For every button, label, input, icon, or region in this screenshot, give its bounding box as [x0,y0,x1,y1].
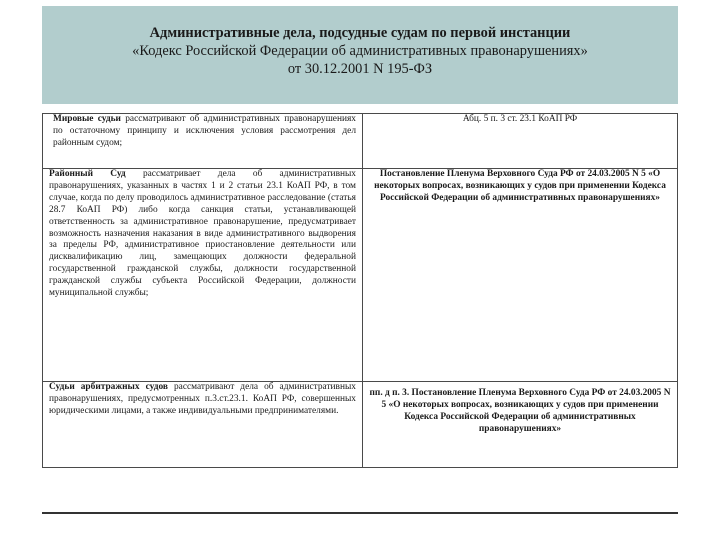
court-description-cell [43,114,363,169]
court-name: Судьи арбитражных судов [49,382,168,392]
court-description-cell [43,169,363,382]
legal-basis-text: пп. д п. 3. Постановление Пленума Верховного Суда РФ от 24.03.2005 N 5 «О некоторых вопросах, возникающих у судов при применении Кодекса Российской Федерации об административных правонарушениях» [369,388,671,434]
court-name: Мировые судьи [53,114,121,124]
court-description-cell [43,382,363,468]
court-description: рассматривают дела об административных правонарушениях, предусмотренных п.3.ст.23.1. КоАП РФ, совершенных юридическими лицами, а также индивидуальными предпринимателями. [49,382,356,416]
legal-basis-text: Постановление Пленума Верховного Суда РФ от 24.03.2005 N 5 «О некоторых вопросах, возникающих у судов при применении Кодекса Российской Федерации об административных правонарушениях» [374,169,666,203]
header-code-date: от 30.12.2001 N 195-ФЗ [287,61,433,77]
legal-basis-cell [363,114,678,169]
legal-basis-cell [363,169,678,382]
table-row [43,169,678,382]
header-title: Административные дела, подсудные судам по первой инстанции [149,25,571,41]
jurisdiction-table [42,113,678,468]
header-code-name: «Кодекс Российской Федерации об административных правонарушениях» [132,43,588,59]
court-description: рассматривают об административных правонарушениях по остаточному принципу и исключения условия рассмотрения дел районным судом; [53,114,356,148]
legal-basis-cell [363,382,678,468]
legal-basis-text: Абц. 5 п. 3 ст. 23.1 КоАП РФ [462,114,578,124]
table-row [43,382,678,468]
court-description: рассматривает дела об административных правонарушениях, указанных в частях 1 и 2 статьи 23.1 КоАП РФ, в том случае, когда по делу проводилось административное расследование (статья 28.7 КоАП РФ) либо когда санкция статьи, устанавливающей ответственность за административное правонарушение, предусматривает возможность назначения наказания в виде административного выдворения за пределы РФ, административное приостановление деятельности или дисквалификацию лиц, замещающих должности федеральной государственной гражданской службы, должности государственной гражданской службы субъекта Российской Федерации, должности муниципальной службы; [49,169,356,299]
bottom-divider [42,512,678,514]
table-row [43,114,678,169]
slide-header [42,6,678,104]
court-name: Районный Суд [49,169,126,179]
